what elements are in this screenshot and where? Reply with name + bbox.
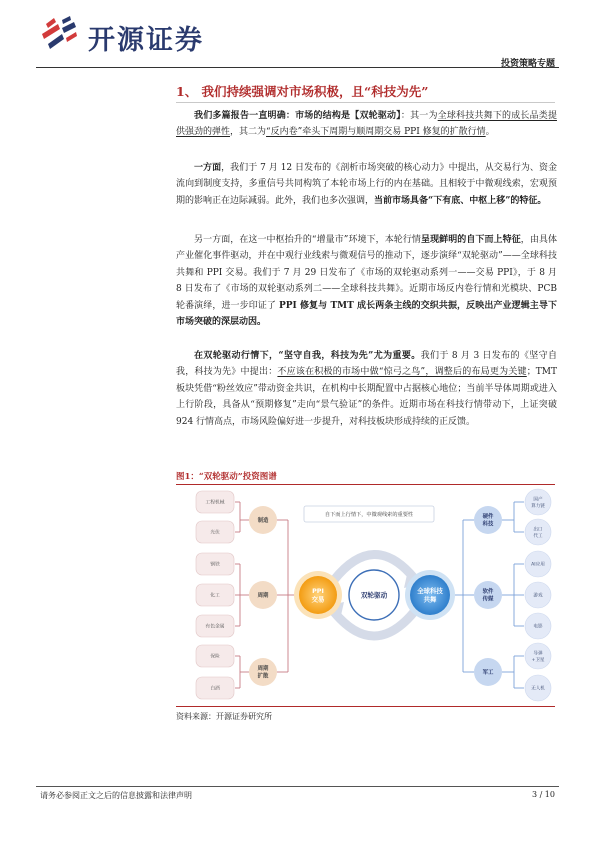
left-mid-label: 扩散 (257, 673, 269, 680)
left-leaf-label: 钢铁 (210, 562, 220, 568)
left-leaf-label: 工程机械 (205, 500, 225, 506)
header-divider (36, 67, 559, 68)
left-leaf-label: 化工 (210, 593, 220, 599)
logo-text: 开源证券 (88, 25, 204, 56)
paragraph-4 (176, 348, 557, 430)
figure-source: 资料来源：开源证券研究所 (176, 712, 272, 721)
p4-lead: 在双轮驱动行情下，“坚守自我，科技为先”尤为重要。 (194, 351, 421, 361)
p2-bold-1: 当前市场具备“下有底、中枢上移”的特征。 (374, 195, 547, 206)
right-leaf-label: 游戏 (533, 593, 543, 599)
right-leaf-label: 电影 (533, 624, 543, 630)
section-title-rule (176, 102, 555, 103)
right-leaf-label: 国产 (533, 497, 543, 503)
left-mid-label: 周期 (257, 666, 269, 673)
right-leaf-label: +卫星 (531, 657, 545, 663)
p3-bold-2: PPI 修复与 TMT 成长两条主线的交织共振，反映出产业逻辑主导下市场突破的深层动因。 (176, 300, 557, 328)
p3-text-2: ，由具体产业催化事件驱动，并在中观行业线索与微观信号的推动下，逐步演绎“双轮驱动”——全球科技共舞和 PPI 交易。我们于 7 月 29 日发布了《市场的双轮驱动系列一——交易 PPI》，于 8 月 8 日发布了《市场的双轮驱动系列二——全球科技共舞》。近期市场反内卷行情和光模块、PCB 轮番演绎，进一步印证了 (176, 235, 557, 311)
figure-top-rule (176, 484, 555, 485)
right-mid-label: 硬件 (482, 514, 494, 521)
left-leaf-label: 光伏 (210, 530, 220, 536)
right-hub-label: 共舞 (423, 595, 437, 604)
right-leaf-label: 代工 (533, 533, 543, 539)
section-title: 1、 我们持续强调对市场积极，且“科技为先” (176, 84, 429, 99)
figure-label: 图1：“双轮驱动”投资图谱 (176, 472, 277, 482)
banner-text: 自下而上行情下，中微观线索的重要性 (324, 511, 414, 518)
footer-disclaimer: 请务必参阅正文之后的信息披露和法律声明 (40, 791, 192, 800)
left-mid-label: 周期 (257, 592, 269, 599)
page-number: 3 / 10 (531, 790, 555, 799)
diagram-nodes (196, 489, 551, 701)
left-leaf-label: 白酒 (210, 686, 220, 692)
investment-map-diagram (176, 488, 556, 702)
p1-underline-1: 全球科技共舞下的成长品类提供强劲的弹性 (176, 111, 557, 138)
right-mid-label: 军工 (482, 669, 494, 676)
p1-text-3: 。 (485, 127, 495, 138)
right-mid-label: 科技 (482, 521, 494, 528)
left-mid-label: 制造 (257, 517, 269, 524)
right-leaf-label: 出口 (533, 527, 543, 533)
p4-text-2: ；TMT 板块凭借“粉丝效应”带动资金共识，在机构中长期配置中占据核心地位；当前半导体周期或进入上行阶段，具备从“预期修复”走向“景气验证”的条件。近期市场在科技行情带动下，上证突破 924 行情高点，市场风险偏好进一步提升，对科技板块形成持续的正反馈。 (176, 367, 557, 427)
paragraph-1 (176, 108, 557, 141)
p4-underline-1: 不应该在积极的市场中做“惊弓之鸟”，调整后的布局更为关键 (277, 367, 527, 378)
p2-lead: 一方面 (194, 163, 222, 173)
right-leaf-label: 算力链 (531, 503, 545, 509)
company-logo (40, 14, 230, 56)
paragraph-2 (176, 160, 557, 209)
document-type: 投资策略专题 (500, 59, 555, 69)
right-leaf-label: 导弹 (533, 651, 543, 657)
p3-bold-1: 呈现鲜明的自下而上特征 (421, 235, 521, 245)
left-leaf-label: 保险 (210, 654, 220, 660)
p3-text-1: 另一方面，在这一中枢抬升的“增量市”环境下，本轮行情 (194, 235, 421, 245)
left-hub-label: 交易 (311, 595, 325, 604)
p1-text-1: ：其一为 (400, 111, 438, 121)
p1-underline-2: “反内卷”牵头下周期与顺周期交易 PPI 修复的扩散行情 (266, 127, 486, 138)
p1-text-2: ，其二为 (230, 127, 267, 138)
logo-mark-icon (40, 14, 80, 54)
left-hub-label: PPI (312, 587, 324, 596)
p1-lead: 我们多篇报告一直明确：市场的结构是【双轮驱动】 (194, 111, 401, 121)
paragraph-3 (176, 232, 557, 330)
p4-text-1: 我们于 8 月 3 日发布的《坚守自我，科技为先》中提出： (176, 351, 558, 378)
footer-divider (36, 786, 559, 787)
figure-bottom-rule (176, 706, 555, 707)
center-label: 双轮驱动 (360, 591, 388, 600)
right-leaf-label: 无人机 (531, 686, 545, 692)
right-mid-label: 软件 (482, 589, 494, 596)
right-leaf-label: AI应用 (531, 562, 545, 568)
right-hub-label: 全球科技 (417, 587, 443, 596)
left-leaf-label: 有色金属 (205, 624, 225, 630)
right-mid-label: 传媒 (482, 596, 494, 603)
p2-text-1: ，我们于 7 月 12 日发布的《剖析市场突破的核心动力》中提出，从交易行为、资金流向到制度支持，多重信号共同构筑了本轮市场上行的内在基础。且相较于中微观线索，宏观预期的影响正在边际减弱。此外，我们也多次强调， (176, 163, 557, 206)
